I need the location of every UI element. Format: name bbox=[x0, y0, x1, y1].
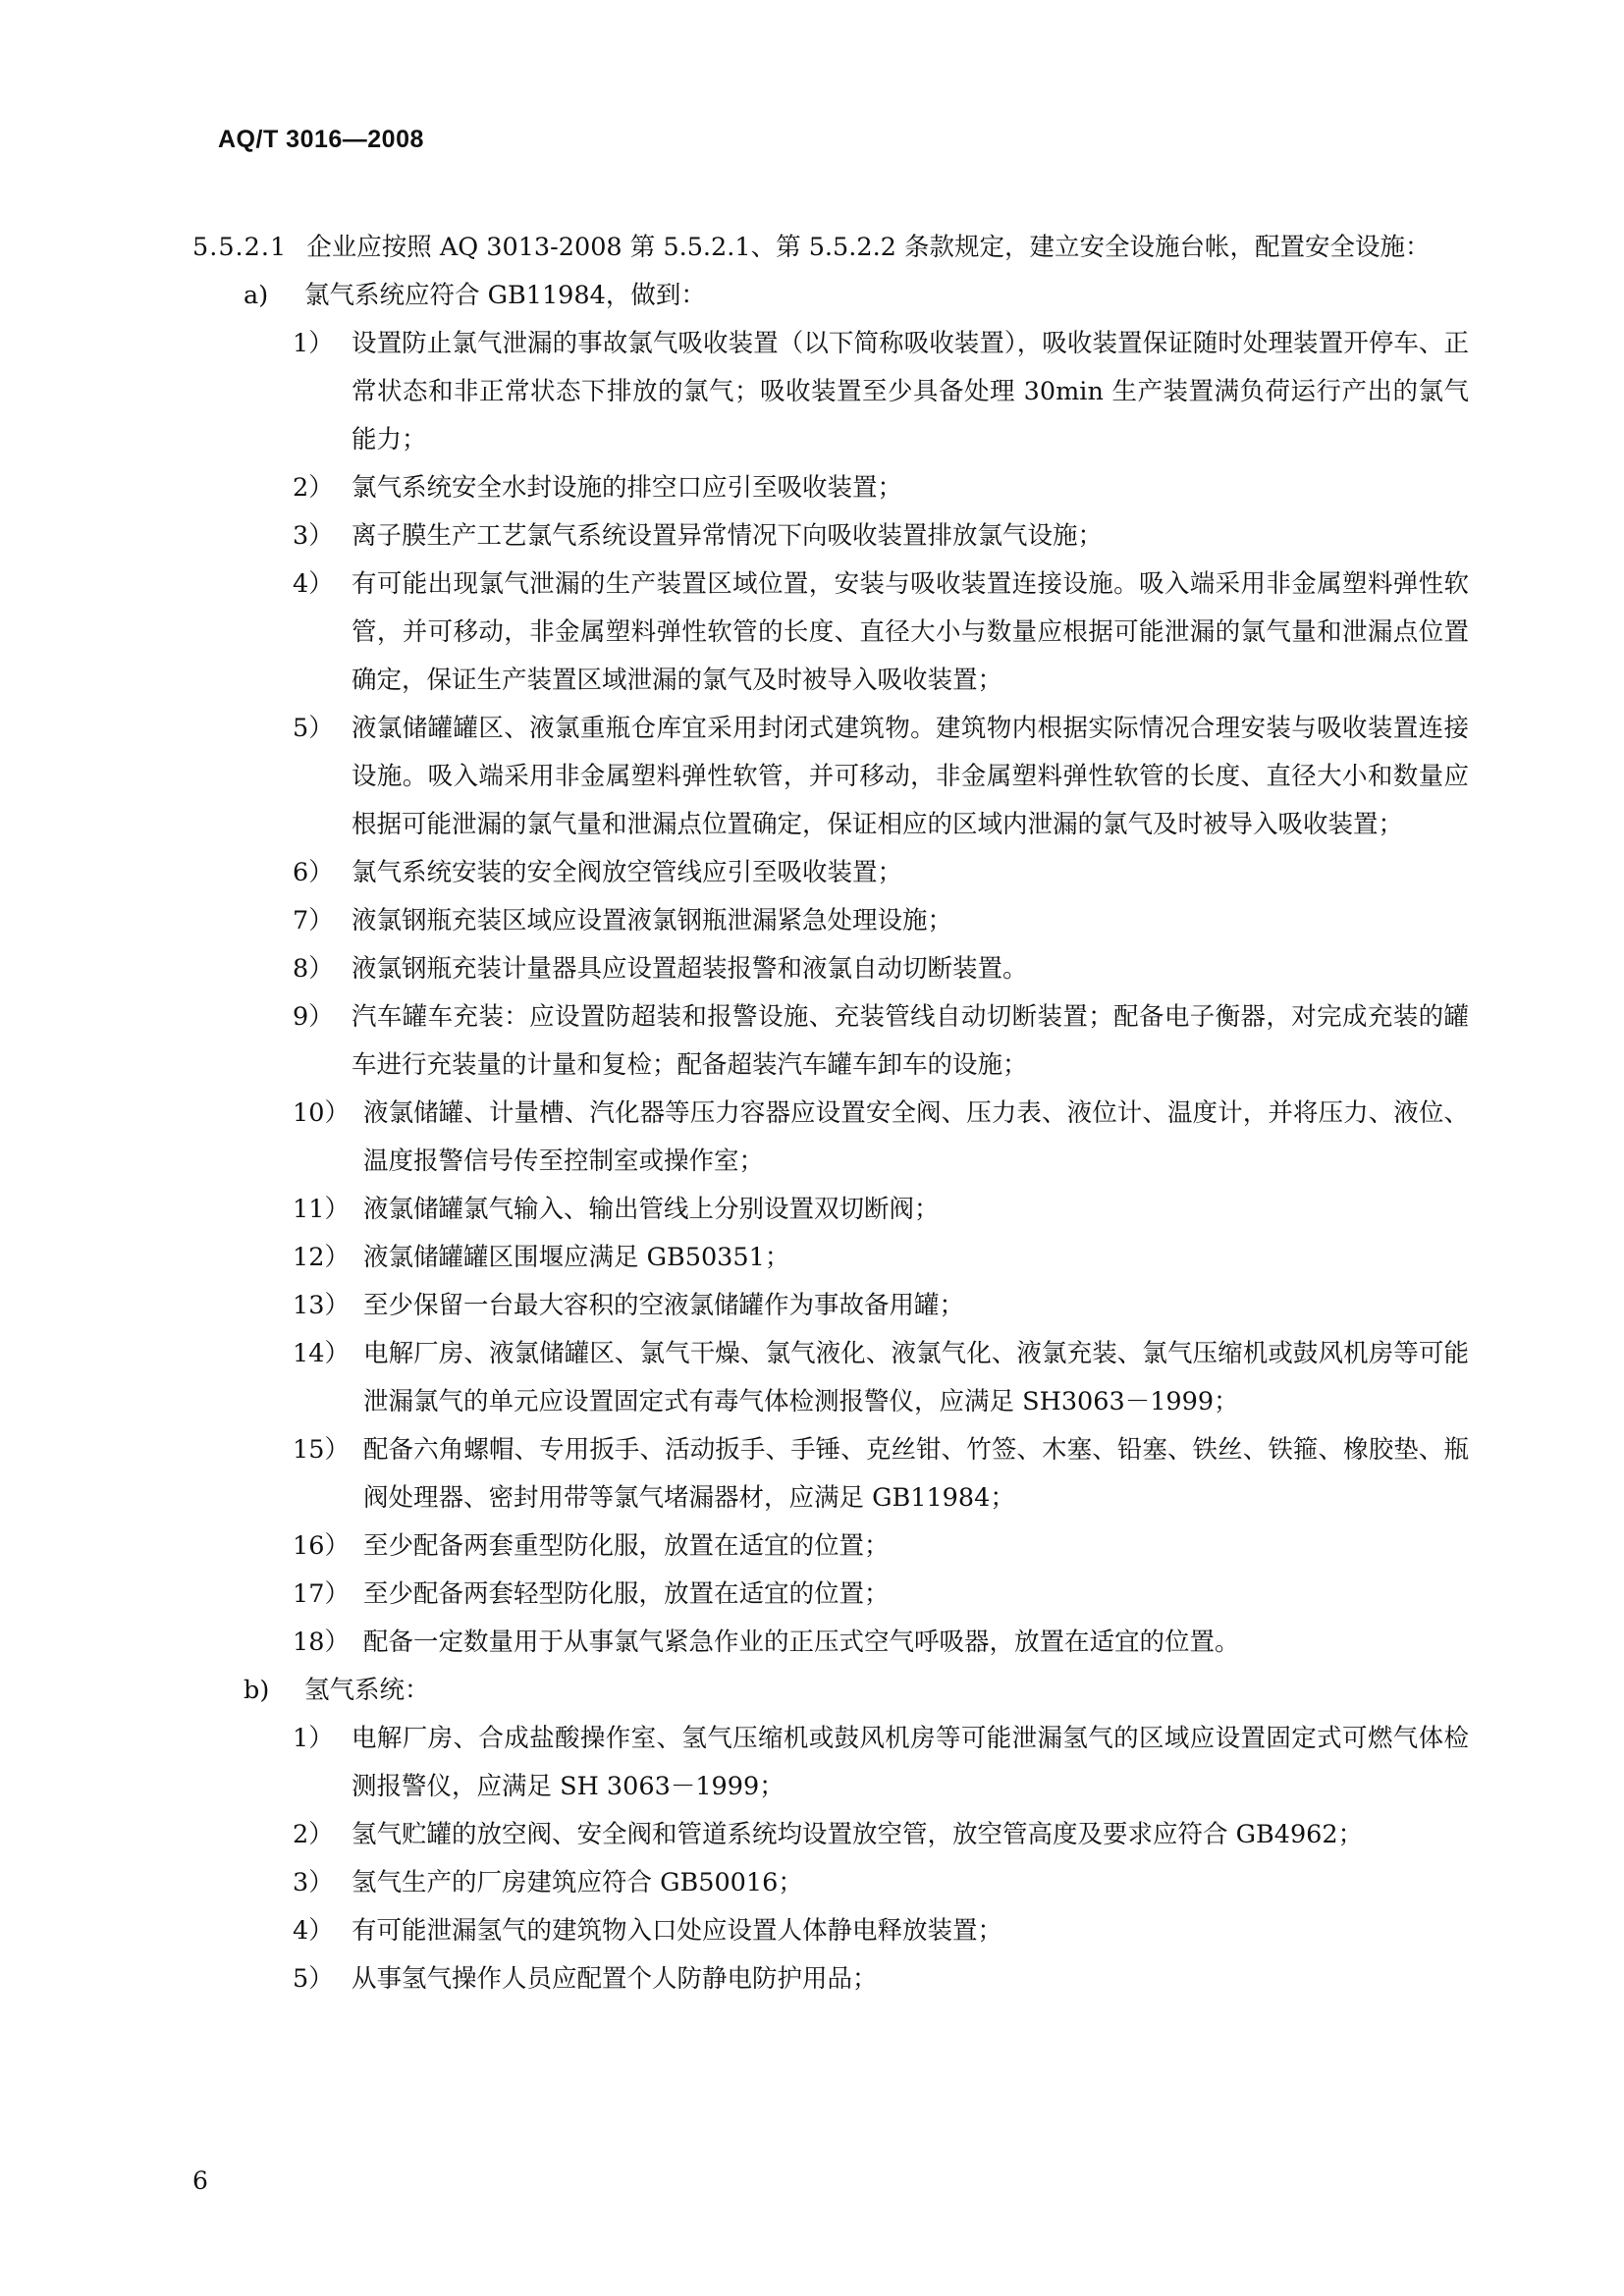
list-item-number: 6） bbox=[293, 858, 334, 887]
list-item-number: 13） bbox=[293, 1291, 350, 1320]
list-item-text: 至少配备两套重型防化服，放置在适宜的位置； bbox=[363, 1531, 890, 1561]
section-a-list bbox=[192, 320, 1469, 1667]
list-item-number: 5） bbox=[293, 1964, 334, 1994]
list-item bbox=[192, 993, 1469, 1090]
clause-number: 5.5.2.1 bbox=[192, 233, 288, 262]
list-item bbox=[192, 1907, 1469, 1955]
list-item-text: 至少保留一台最大容积的空液氯储罐作为事故备用罐； bbox=[363, 1291, 965, 1320]
list-item-text: 配备一定数量用于从事氯气紧急作业的正压式空气呼吸器，放置在适宜的位置。 bbox=[363, 1628, 1240, 1657]
list-item bbox=[192, 1859, 1469, 1907]
list-item-text: 设置防止氯气泄漏的事故氯气吸收装置（以下简称吸收装置），吸收装置保证随时处理装置开停车、正常状态和非正常状态下排放的氯气；吸收装置至少具备处理 30min 生产装置满负荷运行产出的氯气能力； bbox=[352, 329, 1469, 454]
section-b-label: b) bbox=[244, 1676, 270, 1705]
section-a-title: 氯气系统应符合 GB11984，做到： bbox=[304, 281, 706, 310]
clause-text: 企业应按照 AQ 3013-2008 第 5.5.2.1、第 5.5.2.2 条款规定，建立安全设施台帐，配置安全设施： bbox=[306, 233, 1431, 262]
list-item-number: 4） bbox=[293, 569, 334, 599]
section-b-list bbox=[192, 1715, 1469, 2003]
list-item bbox=[192, 945, 1469, 993]
list-item-text: 液氯储罐、计量槽、汽化器等压力容器应设置安全阀、压力表、液位计、温度计，并将压力、液位、温度报警信号传至控制室或操作室； bbox=[363, 1098, 1469, 1176]
list-item-number: 12） bbox=[293, 1243, 350, 1272]
list-item-text: 至少配备两套轻型防化服，放置在适宜的位置； bbox=[363, 1579, 890, 1609]
list-item-text: 有可能泄漏氢气的建筑物入口处应设置人体静电释放装置； bbox=[352, 1916, 1003, 1946]
list-item-number: 8） bbox=[293, 954, 334, 984]
list-item bbox=[192, 561, 1469, 705]
list-item-text: 液氯储罐罐区、液氯重瓶仓库宜采用封闭式建筑物。建筑物内根据实际情况合理安装与吸收装置连接设施。吸入端采用非金属塑料弹性软管，并可移动，非金属塑料弹性软管的长度、直径大小和数量应根据可能泄漏的氯气量和泄漏点位置确定，保证相应的区域内泄漏的氯气及时被导入吸收装置； bbox=[352, 714, 1469, 839]
list-item-number: 2） bbox=[293, 473, 334, 503]
list-item-number: 5） bbox=[293, 714, 334, 743]
list-item-text: 有可能出现氯气泄漏的生产装置区域位置，安装与吸收装置连接设施。吸入端采用非金属塑料弹性软管，并可移动，非金属塑料弹性软管的长度、直径大小与数量应根据可能泄漏的氯气量和泄漏点位置确定，保证生产装置区域泄漏的氯气及时被导入吸收装置； bbox=[352, 569, 1469, 695]
list-item bbox=[192, 512, 1469, 561]
list-item-text: 氢气贮罐的放空阀、安全阀和管道系统均设置放空管，放空管高度及要求应符合 GB4962； bbox=[352, 1820, 1364, 1849]
list-item-number: 3） bbox=[293, 521, 334, 551]
list-item bbox=[192, 705, 1469, 849]
list-item-number: 4） bbox=[293, 1916, 334, 1946]
list-item bbox=[192, 1186, 1469, 1234]
list-item bbox=[192, 320, 1469, 464]
document-body bbox=[192, 224, 1469, 2003]
list-item bbox=[192, 849, 1469, 897]
list-item bbox=[192, 1330, 1469, 1426]
list-item bbox=[192, 1522, 1469, 1571]
list-item-number: 14） bbox=[293, 1339, 350, 1368]
list-item bbox=[192, 1955, 1469, 2003]
list-item-number: 1） bbox=[293, 329, 334, 358]
clause-paragraph bbox=[192, 224, 1469, 272]
list-item bbox=[192, 1426, 1469, 1522]
list-item-number: 10） bbox=[293, 1098, 350, 1128]
list-item bbox=[192, 1715, 1469, 1811]
list-item bbox=[192, 897, 1469, 945]
list-item-text: 液氯储罐氯气输入、输出管线上分别设置双切断阀； bbox=[363, 1195, 940, 1224]
list-item bbox=[192, 1811, 1469, 1859]
list-item-number: 3） bbox=[293, 1868, 334, 1897]
section-b-title: 氢气系统： bbox=[304, 1676, 430, 1705]
list-item bbox=[192, 1282, 1469, 1330]
section-a-label: a) bbox=[244, 281, 269, 310]
list-item-number: 15） bbox=[293, 1435, 350, 1465]
list-item-number: 7） bbox=[293, 906, 334, 935]
section-b-heading bbox=[192, 1667, 1469, 1715]
list-item bbox=[192, 1571, 1469, 1619]
list-item-text: 氯气系统安全水封设施的排空口应引至吸收装置； bbox=[352, 473, 903, 503]
list-item-text: 氢气生产的厂房建筑应符合 GB50016； bbox=[352, 1868, 803, 1897]
list-item-text: 配备六角螺帽、专用扳手、活动扳手、手锤、克丝钳、竹签、木塞、铅塞、铁丝、铁箍、橡胶垫、瓶阀处理器、密封用带等氯气堵漏器材，应满足 GB11984； bbox=[363, 1435, 1469, 1513]
section-a-heading bbox=[192, 272, 1469, 320]
list-item-text: 汽车罐车充装：应设置防超装和报警设施、充装管线自动切断装置；配备电子衡器，对完成充装的罐车进行充装量的计量和复检；配备超装汽车罐车卸车的设施； bbox=[352, 1002, 1469, 1080]
list-item-text: 液氯钢瓶充装计量器具应设置超装报警和液氯自动切断装置。 bbox=[352, 954, 1028, 984]
list-item-text: 从事氢气操作人员应配置个人防静电防护用品； bbox=[352, 1964, 878, 1994]
list-item-text: 氯气系统安装的安全阀放空管线应引至吸收装置； bbox=[352, 858, 903, 887]
page-number: 6 bbox=[192, 2166, 208, 2195]
list-item-number: 9） bbox=[293, 1002, 334, 1032]
list-item-text: 液氯储罐罐区围堰应满足 GB50351； bbox=[363, 1243, 790, 1272]
list-item-number: 16） bbox=[293, 1531, 350, 1561]
list-item-number: 1） bbox=[293, 1724, 334, 1753]
list-item-number: 18） bbox=[293, 1628, 350, 1657]
list-item-text: 液氯钢瓶充装区域应设置液氯钢瓶泄漏紧急处理设施； bbox=[352, 906, 953, 935]
list-item-number: 17） bbox=[293, 1579, 350, 1609]
list-item-number: 11） bbox=[293, 1195, 350, 1224]
list-item bbox=[192, 1090, 1469, 1186]
list-item-text: 电解厂房、液氯储罐区、氯气干燥、氯气液化、液氯气化、液氯充装、氯气压缩机或鼓风机房等可能泄漏氯气的单元应设置固定式有毒气体检测报警仪，应满足 SH3063－1999； bbox=[363, 1339, 1469, 1416]
standard-id-header: AQ/T 3016—2008 bbox=[218, 126, 424, 153]
list-item bbox=[192, 1234, 1469, 1282]
list-item-text: 离子膜生产工艺氯气系统设置异常情况下向吸收装置排放氯气设施； bbox=[352, 521, 1104, 551]
list-item-text: 电解厂房、合成盐酸操作室、氢气压缩机或鼓风机房等可能泄漏氢气的区域应设置固定式可燃气体检测报警仪，应满足 SH 3063－1999； bbox=[352, 1724, 1469, 1801]
list-item-number: 2） bbox=[293, 1820, 334, 1849]
list-item bbox=[192, 1619, 1469, 1667]
list-item bbox=[192, 464, 1469, 512]
